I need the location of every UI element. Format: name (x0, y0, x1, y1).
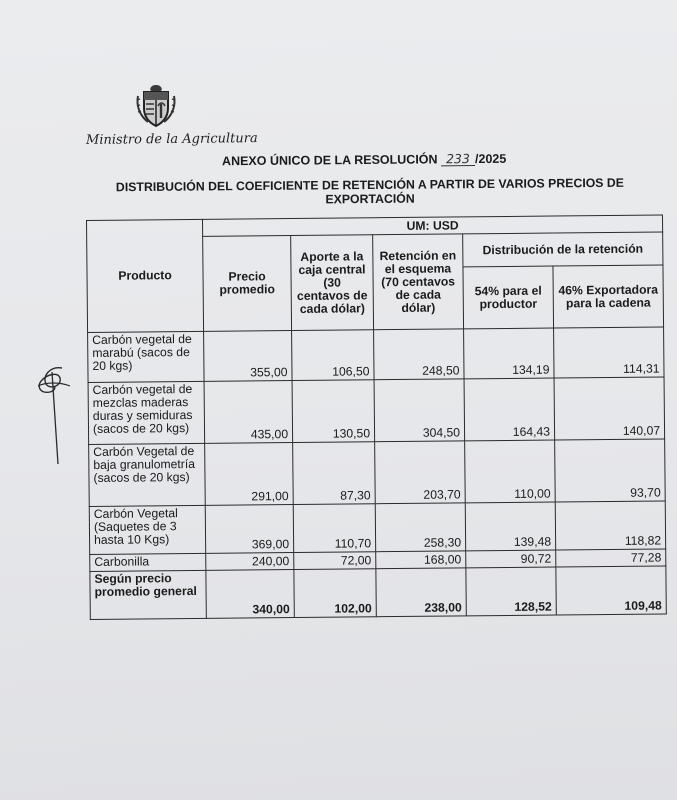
header-exportadora: 46% Exportadora para la cadena (553, 265, 664, 328)
cell-exportadora: 114,31 (554, 327, 665, 378)
cell-precio: 435,00 (204, 381, 293, 444)
cell-productor: 90,72 (466, 550, 556, 568)
cell-retencion: 248,50 (374, 329, 464, 380)
coat-of-arms-icon (134, 82, 178, 128)
total-row (90, 566, 666, 620)
retention-table-wrapper (86, 214, 667, 620)
cell-producto: Carbón vegetal de mezclas maderas duras y semiduras (sacos de 20 kgs) (88, 381, 205, 444)
cell-productor: 128,52 (466, 567, 556, 616)
table-row (88, 327, 665, 383)
resolution-number: 233 (441, 153, 475, 166)
cell-aporte: 130,50 (292, 380, 375, 443)
cell-exportadora: 140,07 (554, 377, 665, 440)
cell-precio: 340,00 (206, 570, 294, 619)
cell-retencion: 238,00 (376, 568, 466, 617)
cell-aporte: 87,30 (293, 442, 376, 505)
cell-precio: 291,00 (205, 443, 294, 506)
header-retencion: Retención en el esquema (70 centavos de cada dólar) (373, 234, 464, 330)
cell-producto: Carbón Vegetal de baja granulometría (sacos de 20 kgs) (89, 443, 206, 506)
cell-aporte: 110,70 (293, 504, 375, 553)
header-aporte: Aporte a la caja central (30 centavos de cada dólar) (291, 235, 374, 331)
header-unit: UM: USD (202, 215, 662, 236)
cell-retencion: 258,30 (375, 503, 465, 552)
cell-precio: 369,00 (205, 505, 293, 554)
cell-exportadora: 77,28 (556, 549, 666, 567)
cell-productor: 139,48 (465, 502, 555, 551)
cell-exportadora: 109,48 (556, 566, 667, 615)
handwritten-signature (32, 360, 76, 470)
cell-precio: 355,00 (204, 331, 292, 382)
cell-aporte: 102,00 (294, 569, 376, 618)
cell-exportadora: 118,82 (555, 501, 666, 550)
header-precio: Precio promedio (203, 236, 292, 332)
annex-heading (222, 152, 506, 168)
cell-aporte: 106,50 (292, 330, 374, 381)
cell-aporte: 72,00 (294, 552, 376, 570)
cell-producto: Carbonilla (90, 553, 206, 571)
annex-suffix: /2025 (474, 151, 507, 167)
cell-productor: 110,00 (465, 440, 556, 503)
ministry-name: Ministro de la Agricultura (85, 131, 258, 148)
table-row (89, 501, 665, 555)
document-title: DISTRIBUCIÓN DEL COEFICIENTE DE RETENCIÓN A PARTIR DE VARIOS PRECIOS DE EXPORTACIÓN (115, 175, 625, 207)
header-productor: 54% para el productor (463, 266, 554, 329)
cell-retencion: 168,00 (376, 551, 466, 569)
cell-producto: Carbón vegetal de marabú (sacos de 20 kgs) (88, 331, 204, 382)
cell-exportadora: 93,70 (555, 439, 666, 502)
table-row (89, 439, 666, 507)
cell-precio: 240,00 (206, 553, 294, 571)
annex-prefix: ANEXO ÚNICO DE LA RESOLUCIÓN (221, 152, 442, 169)
header-producto: Producto (87, 219, 204, 332)
cell-retencion: 304,50 (374, 379, 465, 442)
header-distribucion: Distribución de la retención (463, 232, 663, 267)
cell-producto: Según precio promedio general (90, 570, 206, 619)
cell-productor: 164,43 (464, 378, 555, 441)
cell-productor: 134,19 (464, 328, 554, 379)
cell-retencion: 203,70 (375, 441, 466, 504)
cell-producto: Carbón Vegetal (Saquetes de 3 hasta 10 Kgs) (89, 505, 205, 554)
table-row (88, 377, 665, 445)
retention-table (86, 214, 667, 620)
